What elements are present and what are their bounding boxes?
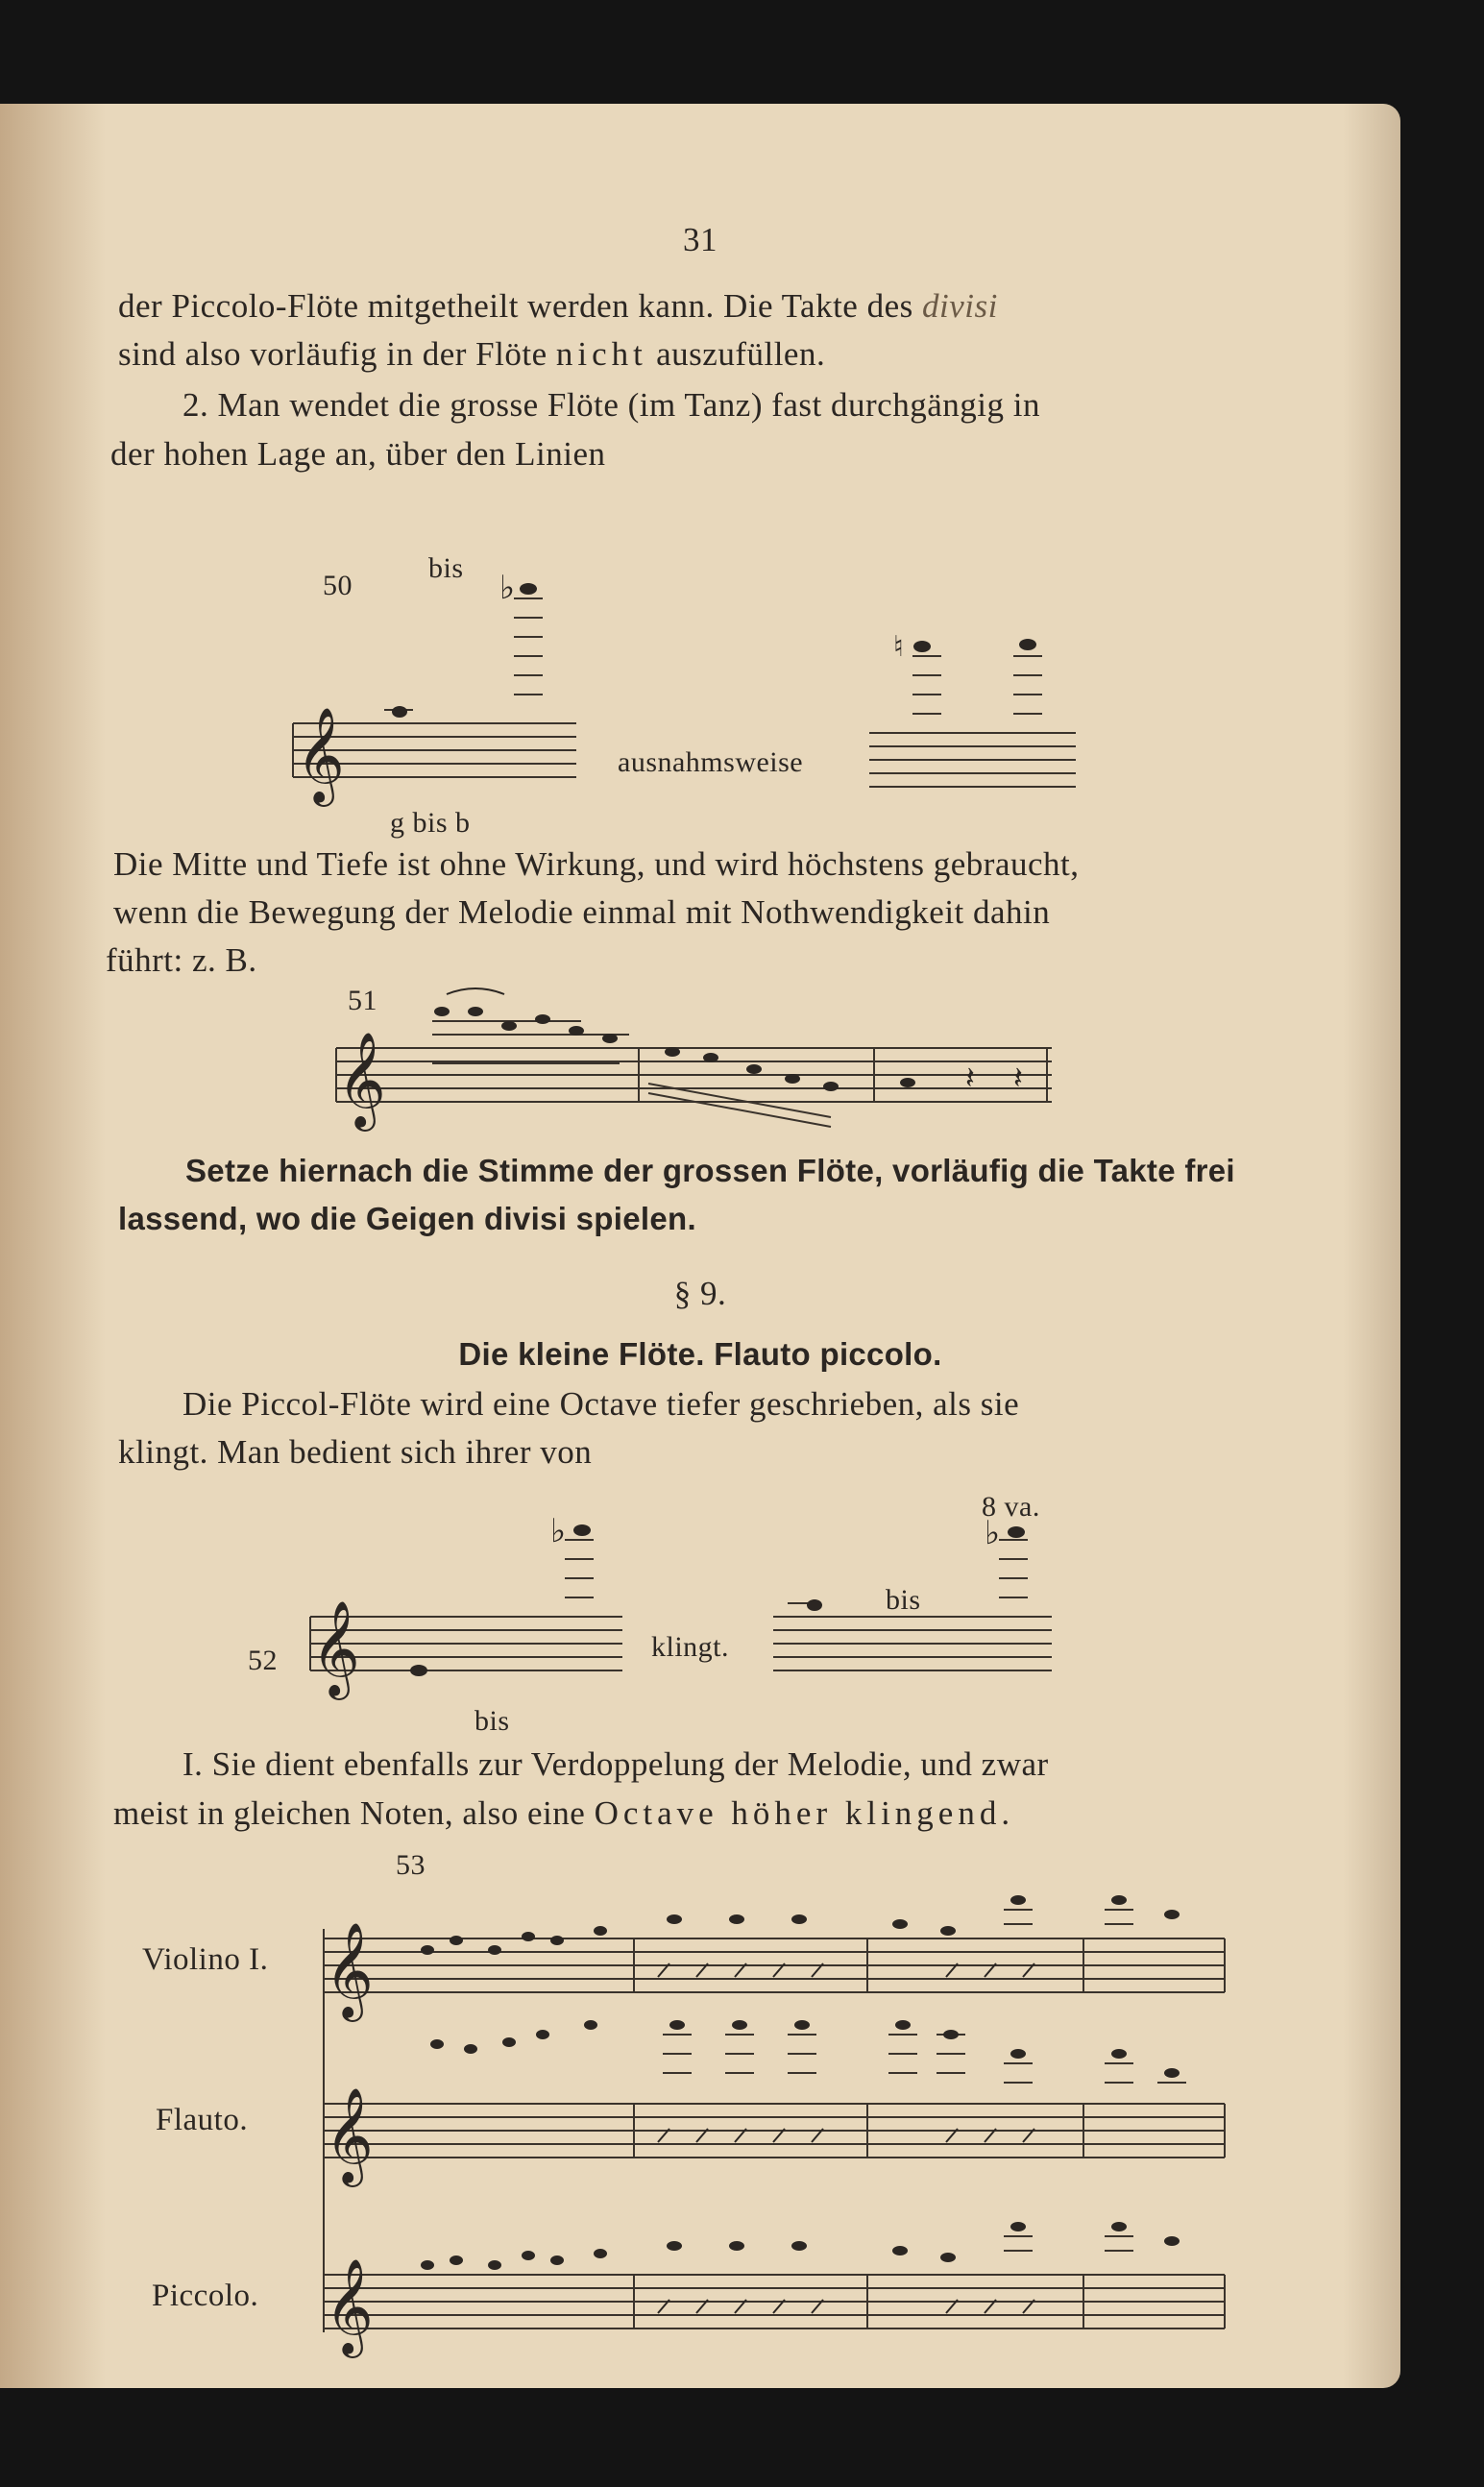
example-50-bis: bis <box>428 552 464 584</box>
note-low <box>410 1665 427 1676</box>
text-fragment: sind also vorläufig in der Flöte <box>118 335 547 373</box>
paragraph-1-line-2 <box>118 331 825 378</box>
treble-clef-icon: 𝄞 <box>325 2258 374 2354</box>
treble-clef-icon: 𝄞 <box>325 1922 374 2018</box>
rest-icon: 𝄽 <box>1013 1061 1023 1095</box>
natural-icon: ♮ <box>893 631 904 663</box>
text-fragment: der Piccolo-Flöte mitgetheilt werden kann. Die Takte des <box>118 287 913 325</box>
section-title: Die kleine Flöte. Flauto piccolo. <box>458 1336 942 1372</box>
divisi-italic: divisi <box>922 287 998 325</box>
instrument-label-violin: Violino I. <box>142 1942 269 1977</box>
example-50-number: 50 <box>323 570 353 601</box>
example-52-staff-written <box>305 1501 632 1713</box>
spaced-text: Octave höher klingend. <box>594 1794 1015 1832</box>
nicht-spaced: nicht <box>555 335 647 373</box>
note-low <box>807 1599 822 1611</box>
accompaniment-rests <box>658 1963 1034 2313</box>
piccolo-notes <box>421 2222 1180 2270</box>
paragraph-4-line-1: Die Piccol-Flöte wird eine Octave tiefer geschrieben, als sie <box>182 1385 1020 1423</box>
example-53-number: 53 <box>396 1849 426 1881</box>
violin-notes <box>421 1895 1180 1955</box>
flat-icon: ♭ <box>985 1516 1001 1551</box>
flat-icon: ♭ <box>550 1514 567 1549</box>
example-52-number: 52 <box>248 1645 278 1676</box>
example-52-bis-right: bis <box>886 1584 921 1616</box>
example-50-range: g bis b <box>390 807 471 839</box>
section-number: § 9. <box>673 1275 727 1312</box>
paragraph-3-line-2: wenn die Bewegung der Melodie einmal mit Nothwendigkeit dahin <box>113 893 1051 931</box>
paragraph-2-line-1: 2. Man wendet die grosse Flöte (im Tanz) fast durchgängig in <box>182 386 1040 424</box>
paragraph-3-line-1: Die Mitte und Tiefe ist ohne Wirkung, und wird höchstens gebraucht, <box>113 845 1080 883</box>
paragraph-2-line-2: der hohen Lage an, über den Linien <box>110 435 606 473</box>
paragraph-1-line-1 <box>118 283 998 329</box>
note-b-flat <box>520 583 537 595</box>
example-52-klingt: klingt. <box>651 1631 730 1663</box>
note-high <box>1008 1526 1025 1538</box>
task-line-2: lassend, wo die Geigen divisi spielen. <box>118 1201 696 1236</box>
paragraph-5-line-1: I. Sie dient ebenfalls zur Verdoppelung der Melodie, und zwar <box>182 1745 1049 1783</box>
paragraph-4-line-2: klingt. Man bedient sich ihrer von <box>118 1433 593 1471</box>
example-52-bis: bis <box>474 1705 510 1737</box>
example-52-octave-mark: 8 va. <box>982 1491 1040 1523</box>
instrument-label-piccolo: Piccolo. <box>152 2279 259 2313</box>
example-50-ausnahmsweise: ausnahmsweise <box>618 746 804 778</box>
treble-clef-icon: 𝄞 <box>296 707 345 803</box>
note-g <box>392 706 407 718</box>
note-high <box>573 1524 591 1536</box>
treble-clef-icon: 𝄞 <box>325 2087 374 2183</box>
note-high-2 <box>1019 639 1036 650</box>
flat-icon: ♭ <box>499 571 516 606</box>
book-page <box>0 104 1400 2388</box>
example-51-number: 51 <box>348 985 377 1016</box>
instrument-label-flute: Flauto. <box>156 2103 249 2137</box>
text-fragment: auszufüllen. <box>656 335 826 373</box>
example-51-staff <box>331 983 1061 1156</box>
paragraph-3-line-3: führt: z. B. <box>106 941 257 979</box>
example-50-staff <box>288 531 596 819</box>
note-high-1 <box>913 641 931 652</box>
rest-icon: 𝄽 <box>965 1061 975 1095</box>
text-fragment: meist in gleichen Noten, also eine <box>113 1794 586 1832</box>
page-number: 31 <box>683 221 718 258</box>
flute-notes <box>430 2020 1180 2078</box>
example-52-staff-sounding <box>768 1511 1057 1703</box>
task-line-1: Setze hiernach die Stimme der grossen Flöte, vorläufig die Takte frei <box>185 1153 1235 1188</box>
example-50-staff-exceptional <box>864 627 1085 819</box>
treble-clef-icon: 𝄞 <box>337 1032 386 1128</box>
treble-clef-icon: 𝄞 <box>311 1600 360 1696</box>
paragraph-5-line-2 <box>113 1791 1014 1837</box>
slur-icon <box>447 988 504 994</box>
example-53-score <box>312 1881 1234 2361</box>
